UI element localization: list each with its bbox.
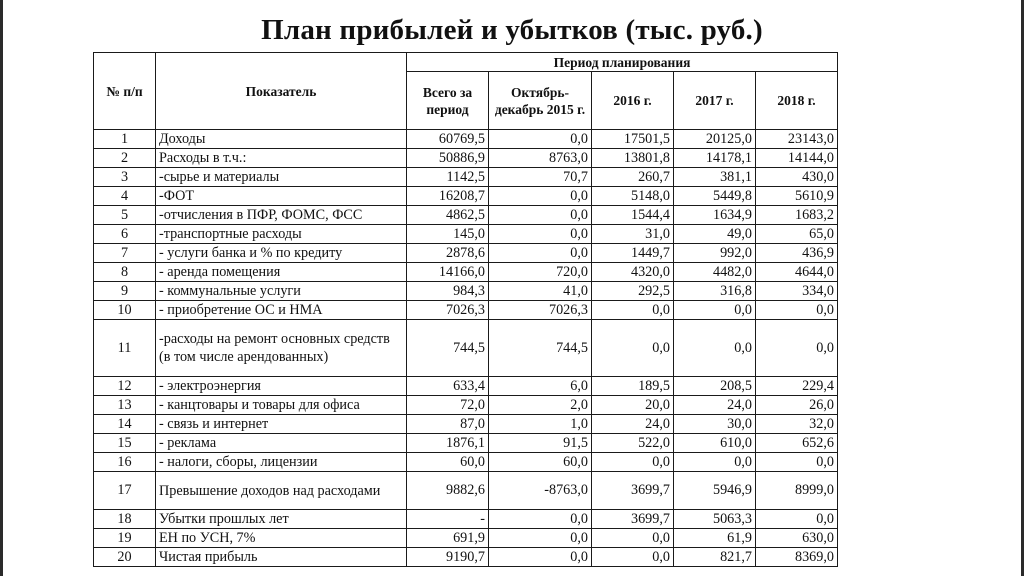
row-oct-dec-2015: 91,5 — [489, 434, 592, 453]
row-2016: 522,0 — [592, 434, 674, 453]
row-total: 72,0 — [407, 396, 489, 415]
left-edge-bar — [0, 0, 3, 576]
row-2016: 17501,5 — [592, 130, 674, 149]
table-row — [94, 320, 838, 377]
table-row — [94, 415, 838, 434]
row-indicator: - электроэнергия — [156, 377, 407, 396]
row-total: 984,3 — [407, 282, 489, 301]
row-2016: 0,0 — [592, 453, 674, 472]
row-indicator: - налоги, сборы, лицензии — [156, 453, 407, 472]
row-2016: 13801,8 — [592, 149, 674, 168]
table-row — [94, 149, 838, 168]
row-2018: 5610,9 — [756, 187, 838, 206]
row-2017: 316,8 — [674, 282, 756, 301]
table-row — [94, 301, 838, 320]
row-2018: 1683,2 — [756, 206, 838, 225]
row-2018: 436,9 — [756, 244, 838, 263]
row-number: 7 — [94, 244, 156, 263]
row-number: 4 — [94, 187, 156, 206]
row-total: 60769,5 — [407, 130, 489, 149]
row-2017: 5449,8 — [674, 187, 756, 206]
row-oct-dec-2015: 41,0 — [489, 282, 592, 301]
row-indicator: -отчисления в ПФР, ФОМС, ФСС — [156, 206, 407, 225]
row-2018: 0,0 — [756, 301, 838, 320]
row-oct-dec-2015: -8763,0 — [489, 472, 592, 510]
table-row — [94, 510, 838, 529]
row-2016: 5148,0 — [592, 187, 674, 206]
row-2018: 65,0 — [756, 225, 838, 244]
table-row — [94, 434, 838, 453]
table-row — [94, 396, 838, 415]
row-2016: 0,0 — [592, 301, 674, 320]
header-2018: 2018 г. — [756, 72, 838, 130]
row-oct-dec-2015: 0,0 — [489, 187, 592, 206]
row-oct-dec-2015: 8763,0 — [489, 149, 592, 168]
row-2016: 3699,7 — [592, 472, 674, 510]
row-number: 17 — [94, 472, 156, 510]
row-indicator: Расходы в т.ч.: — [156, 149, 407, 168]
row-2018: 8999,0 — [756, 472, 838, 510]
header-2017: 2017 г. — [674, 72, 756, 130]
row-2017: 992,0 — [674, 244, 756, 263]
row-number: 19 — [94, 529, 156, 548]
table-row — [94, 377, 838, 396]
row-number: 3 — [94, 168, 156, 187]
row-2018: 334,0 — [756, 282, 838, 301]
row-indicator: Доходы — [156, 130, 407, 149]
row-2016: 3699,7 — [592, 510, 674, 529]
row-2016: 31,0 — [592, 225, 674, 244]
row-2016: 189,5 — [592, 377, 674, 396]
row-total: 7026,3 — [407, 301, 489, 320]
row-2018: 229,4 — [756, 377, 838, 396]
row-oct-dec-2015: 0,0 — [489, 225, 592, 244]
table-row — [94, 453, 838, 472]
table-row — [94, 548, 838, 567]
row-oct-dec-2015: 0,0 — [489, 130, 592, 149]
row-2016: 0,0 — [592, 320, 674, 377]
row-2018: 652,6 — [756, 434, 838, 453]
table-row — [94, 472, 838, 510]
row-indicator: - связь и интернет — [156, 415, 407, 434]
row-2017: 0,0 — [674, 320, 756, 377]
row-oct-dec-2015: 720,0 — [489, 263, 592, 282]
row-number: 6 — [94, 225, 156, 244]
row-indicator: Чистая прибыль — [156, 548, 407, 567]
header-oct-dec-2015: Октябрь-декабрь 2015 г. — [489, 72, 592, 130]
row-2016: 1544,4 — [592, 206, 674, 225]
row-number: 12 — [94, 377, 156, 396]
row-indicator: Превышение доходов над расходами — [156, 472, 407, 510]
row-2017: 5063,3 — [674, 510, 756, 529]
row-total: 2878,6 — [407, 244, 489, 263]
row-number: 13 — [94, 396, 156, 415]
row-2018: 32,0 — [756, 415, 838, 434]
row-2018: 23143,0 — [756, 130, 838, 149]
row-2017: 14178,1 — [674, 149, 756, 168]
row-2017: 24,0 — [674, 396, 756, 415]
table-body — [94, 130, 838, 567]
table-row — [94, 206, 838, 225]
row-2016: 20,0 — [592, 396, 674, 415]
row-2017: 1634,9 — [674, 206, 756, 225]
row-number: 1 — [94, 130, 156, 149]
row-oct-dec-2015: 60,0 — [489, 453, 592, 472]
row-total: 691,9 — [407, 529, 489, 548]
row-2017: 0,0 — [674, 453, 756, 472]
row-number: 9 — [94, 282, 156, 301]
row-total: 50886,9 — [407, 149, 489, 168]
row-2018: 430,0 — [756, 168, 838, 187]
row-indicator: - канцтовары и товары для офиса — [156, 396, 407, 415]
row-2018: 630,0 — [756, 529, 838, 548]
row-2017: 49,0 — [674, 225, 756, 244]
row-2017: 4482,0 — [674, 263, 756, 282]
row-indicator: - приобретение ОС и НМА — [156, 301, 407, 320]
row-2017: 5946,9 — [674, 472, 756, 510]
row-indicator: -сырье и материалы — [156, 168, 407, 187]
row-total: 16208,7 — [407, 187, 489, 206]
row-total: 145,0 — [407, 225, 489, 244]
table-row — [94, 529, 838, 548]
row-2018: 14144,0 — [756, 149, 838, 168]
row-2017: 20125,0 — [674, 130, 756, 149]
row-total: 1876,1 — [407, 434, 489, 453]
row-total: 1142,5 — [407, 168, 489, 187]
header-2016: 2016 г. — [592, 72, 674, 130]
row-total: 60,0 — [407, 453, 489, 472]
row-total: 14166,0 — [407, 263, 489, 282]
row-number: 15 — [94, 434, 156, 453]
row-2017: 0,0 — [674, 301, 756, 320]
row-indicator: ЕН по УСН, 7% — [156, 529, 407, 548]
row-total: 9190,7 — [407, 548, 489, 567]
row-2016: 0,0 — [592, 548, 674, 567]
row-total: 4862,5 — [407, 206, 489, 225]
table-row — [94, 187, 838, 206]
profit-loss-table — [93, 52, 838, 567]
row-number: 2 — [94, 149, 156, 168]
row-2017: 30,0 — [674, 415, 756, 434]
row-2018: 8369,0 — [756, 548, 838, 567]
table-row — [94, 244, 838, 263]
row-indicator: -транспортные расходы — [156, 225, 407, 244]
row-2018: 26,0 — [756, 396, 838, 415]
row-oct-dec-2015: 0,0 — [489, 548, 592, 567]
row-2018: 0,0 — [756, 510, 838, 529]
row-total: - — [407, 510, 489, 529]
row-number: 11 — [94, 320, 156, 377]
row-2016: 260,7 — [592, 168, 674, 187]
row-oct-dec-2015: 70,7 — [489, 168, 592, 187]
row-2018: 0,0 — [756, 320, 838, 377]
row-indicator: Убытки прошлых лет — [156, 510, 407, 529]
row-oct-dec-2015: 0,0 — [489, 529, 592, 548]
row-oct-dec-2015: 0,0 — [489, 206, 592, 225]
row-2017: 821,7 — [674, 548, 756, 567]
row-total: 633,4 — [407, 377, 489, 396]
row-number: 20 — [94, 548, 156, 567]
row-2016: 1449,7 — [592, 244, 674, 263]
row-oct-dec-2015: 0,0 — [489, 510, 592, 529]
row-oct-dec-2015: 7026,3 — [489, 301, 592, 320]
row-indicator: - коммунальные услуги — [156, 282, 407, 301]
row-number: 8 — [94, 263, 156, 282]
row-oct-dec-2015: 744,5 — [489, 320, 592, 377]
row-oct-dec-2015: 6,0 — [489, 377, 592, 396]
row-indicator: -расходы на ремонт основных средств (в том числе арендованных) — [156, 320, 407, 377]
row-2018: 4644,0 — [756, 263, 838, 282]
table-row — [94, 225, 838, 244]
table-row — [94, 168, 838, 187]
row-indicator: -ФОТ — [156, 187, 407, 206]
row-2017: 610,0 — [674, 434, 756, 453]
table-row — [94, 130, 838, 149]
row-2016: 0,0 — [592, 529, 674, 548]
row-oct-dec-2015: 1,0 — [489, 415, 592, 434]
row-indicator: - аренда помещения — [156, 263, 407, 282]
row-indicator: - услуги банка и % по кредиту — [156, 244, 407, 263]
header-planning-period: Период планирования — [407, 53, 838, 72]
row-2017: 61,9 — [674, 529, 756, 548]
row-total: 9882,6 — [407, 472, 489, 510]
row-2018: 0,0 — [756, 453, 838, 472]
row-total: 744,5 — [407, 320, 489, 377]
row-oct-dec-2015: 0,0 — [489, 244, 592, 263]
row-2016: 4320,0 — [592, 263, 674, 282]
header-number: № п/п — [94, 53, 156, 130]
row-oct-dec-2015: 2,0 — [489, 396, 592, 415]
row-2017: 208,5 — [674, 377, 756, 396]
row-number: 14 — [94, 415, 156, 434]
table-row — [94, 263, 838, 282]
row-2016: 292,5 — [592, 282, 674, 301]
table-row — [94, 282, 838, 301]
header-total: Всего за период — [407, 72, 489, 130]
header-indicator: Показатель — [156, 53, 407, 130]
row-number: 5 — [94, 206, 156, 225]
row-total: 87,0 — [407, 415, 489, 434]
row-number: 18 — [94, 510, 156, 529]
page-title: План прибылей и убытков (тыс. руб.) — [261, 14, 763, 46]
row-2016: 24,0 — [592, 415, 674, 434]
row-indicator: - реклама — [156, 434, 407, 453]
row-2017: 381,1 — [674, 168, 756, 187]
row-number: 16 — [94, 453, 156, 472]
row-number: 10 — [94, 301, 156, 320]
